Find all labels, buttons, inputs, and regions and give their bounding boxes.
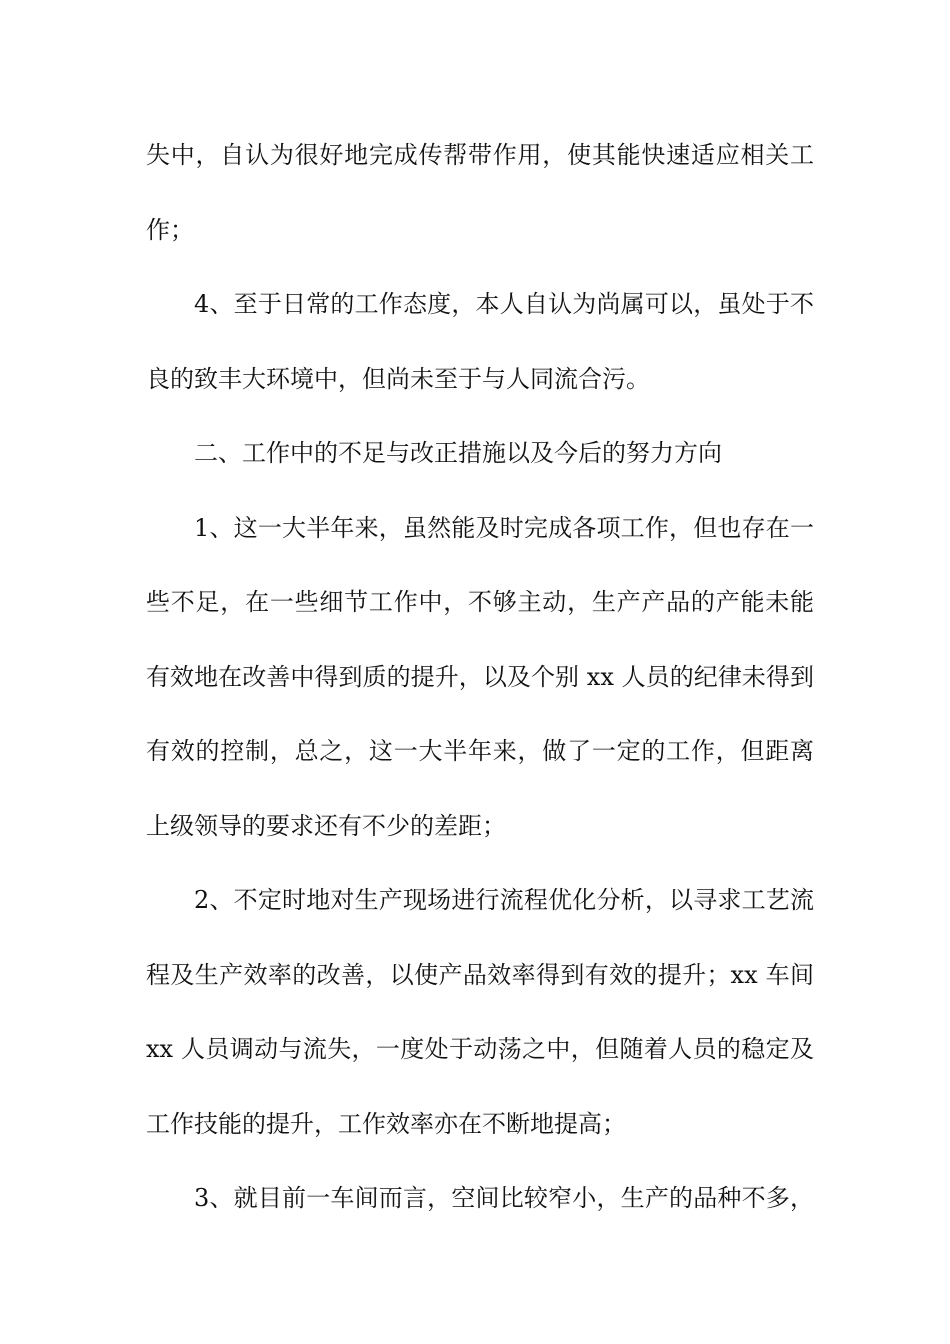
section-heading: 二、工作中的不足与改正措施以及今后的努力方向	[194, 439, 722, 467]
text-line: 上级领导的要求还有不少的差距；	[146, 811, 506, 840]
text-line: 程及生产效率的改善，以使产品效率得到有效的提升；xx 车间	[146, 960, 814, 989]
text-line: 良的致丰大环境中，但尚未至于与人同流合污。	[146, 364, 650, 393]
text-line: 失中，自认为很好地完成传帮带作用，使其能快速适应相关工	[146, 141, 814, 169]
text-line: 有效的控制，总之，这一大半年来，做了一定的工作，但距离	[146, 737, 814, 765]
text-line: 4、至于日常的工作态度，本人自认为尚属可以，虽处于不	[194, 290, 814, 318]
document-body	[146, 129, 814, 1247]
text-line: 2、不定时地对生产现场进行流程优化分析，以寻求工艺流	[194, 886, 814, 914]
text-line: xx 人员调动与流失，一度处于动荡之中，但随着人员的稳定及	[146, 1035, 814, 1063]
text-line: 3、就目前一车间而言，空间比较窄小，生产的品种不多，	[194, 1184, 814, 1212]
text-line: 工作技能的提升，工作效率亦在不断地提高；	[146, 1109, 626, 1138]
text-line: 有效地在改善中得到质的提升，以及个别 xx 人员的纪律未得到	[146, 662, 814, 691]
text-line: 1、这一大半年来，虽然能及时完成各项工作，但也存在一	[194, 513, 814, 542]
text-line: 作；	[146, 215, 194, 244]
text-line: 些不足，在一些细节工作中，不够主动，生产产品的产能未能	[146, 588, 814, 616]
